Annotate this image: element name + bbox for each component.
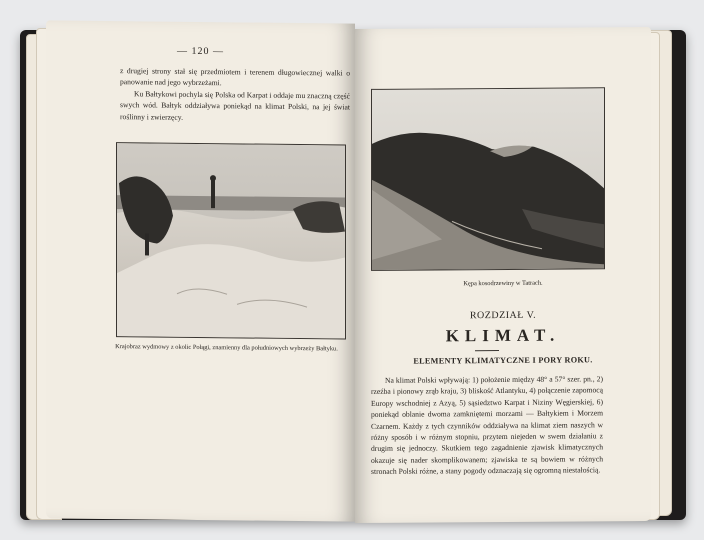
mountain-pine-photo (371, 87, 605, 271)
section-title: ELEMENTY KLIMATYCZNE I PORY ROKU. (413, 355, 593, 366)
page-number: — 120 — (177, 45, 224, 58)
dune-landscape-photo (116, 142, 346, 339)
chapter-label: ROZDZIAŁ V. (469, 309, 537, 322)
right-page-text (371, 373, 603, 477)
left-page-text (120, 65, 350, 124)
paragraph: z drugiej strony stał się przedmiotem i terenem długowiecznej walki o panowanie nad jego wybrzeżami. (120, 66, 350, 88)
chapter-title: KLIMAT. (445, 325, 561, 346)
paragraph: Ku Bałtykowi pochyla się Polska od Karpat i oddaje mu znaczną część swych wód. Bałtyk oddziaływa poniekąd na klimat Polski, na jej świat roślinny i zwierzęcy. (120, 89, 350, 122)
photo-caption: Kępa kosodrzewiny w Tatrach. (463, 279, 543, 288)
right-page (355, 27, 651, 523)
photo-caption: Krajobraz wydmowy z okolic Połągi, znamienny dla południowych wybrzeży Bałtyku. (115, 343, 338, 353)
left-page (46, 20, 355, 521)
title-rule (475, 350, 499, 351)
paragraph: Na klimat Polski wpływają: 1) położenie między 48° a 57° szer. pn., 2) rzeźba i pionowy zrąb kraju, 3) bliskość Atlantyku, 4) połączenie zapomocą Europy wschodniej z Azyą, 5) sąsiedztwo Karpat i Niziny Węgierskiej, 6) poniekąd oblanie dwoma zamkniętemi morzami — Bałtykiem i Morzem Czarnem. Każdy z tych czynników oddziaływa na klimat ziem naszych w różny sposób i w różnym stopniu, przytem niejeden w swem działaniu z drugim się jednoczy. Skutkiem tego zagadnienie zjawisk klimatycznych okazuje się nader skomplikowanem; zjawiska te są bowiem w różnych stronach Polski różne, a stany pogody odznaczają się ogromną niestałością. (371, 374, 603, 477)
